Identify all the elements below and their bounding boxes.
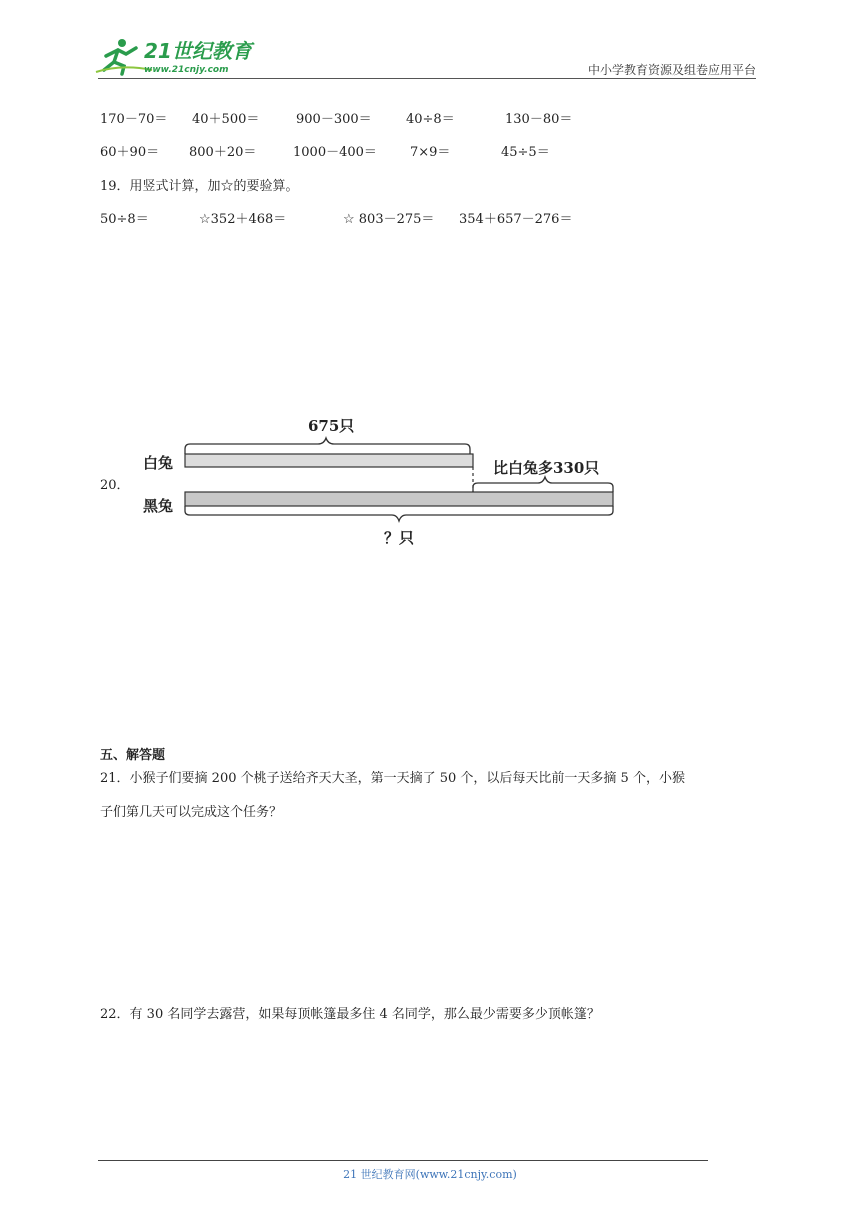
question-22: 22．有 30 名同学去露营，如果每顶帐篷最多住 4 名同学，那么最少需要多少顶帐篷？ bbox=[100, 1007, 600, 1022]
white-rabbit-label: 白兔 bbox=[143, 454, 174, 472]
top-brace bbox=[185, 438, 470, 454]
bottom-brace bbox=[185, 506, 613, 521]
calc-item: 40＋500＝ bbox=[192, 112, 260, 127]
question-19-title: 19．用竖式计算，加☆的要验算。 bbox=[100, 179, 299, 194]
black-rabbit-label: 黑兔 bbox=[143, 497, 174, 515]
footer-link[interactable]: 21 世纪教育网(www.21cnjy.com) bbox=[343, 1168, 517, 1181]
top-brace-label: 675只 bbox=[308, 417, 355, 435]
calc-item: 354＋657－276＝ bbox=[459, 212, 573, 227]
section-title: 五、解答题 bbox=[100, 748, 166, 763]
difference-brace bbox=[473, 477, 613, 492]
header-tagline: 中小学教育资源及组卷应用平台 bbox=[587, 63, 756, 77]
calc-item: 900－300＝ bbox=[296, 112, 372, 127]
logo-title: 21世纪教育 bbox=[144, 39, 252, 63]
calc-item: 50÷8＝ bbox=[100, 212, 149, 227]
bottom-brace-label: ？只 bbox=[384, 529, 415, 547]
calc-item: 7×9＝ bbox=[410, 145, 451, 160]
calc-item: 40÷8＝ bbox=[406, 112, 455, 127]
footer-divider bbox=[98, 1160, 708, 1161]
calc-item: 170－70＝ bbox=[100, 112, 168, 127]
difference-brace-label: 比白兔多330只 bbox=[493, 459, 600, 477]
calc-item: 130－80＝ bbox=[505, 112, 573, 127]
calc-item: 1000－400＝ bbox=[293, 145, 377, 160]
black-rabbit-bar bbox=[185, 492, 613, 506]
calc-item: ☆ 803－275＝ bbox=[343, 212, 435, 227]
question-21-line-1: 21．小猴子们要摘 200 个桃子送给齐天大圣，第一天摘了 50 个，以后每天比前一天多摘 5 个，小猴 bbox=[100, 771, 685, 786]
question-20-number: 20． bbox=[100, 478, 130, 493]
calc-item: 45÷5＝ bbox=[501, 145, 550, 160]
question-21-line-2: 子们第几天可以完成这个任务？ bbox=[100, 805, 283, 820]
calc-item: 800＋20＝ bbox=[189, 145, 257, 160]
calc-item: ☆352＋468＝ bbox=[199, 212, 287, 227]
logo-url: www.21cnjy.com bbox=[144, 65, 229, 75]
calc-item: 60＋90＝ bbox=[100, 145, 160, 160]
white-rabbit-bar bbox=[185, 454, 473, 467]
